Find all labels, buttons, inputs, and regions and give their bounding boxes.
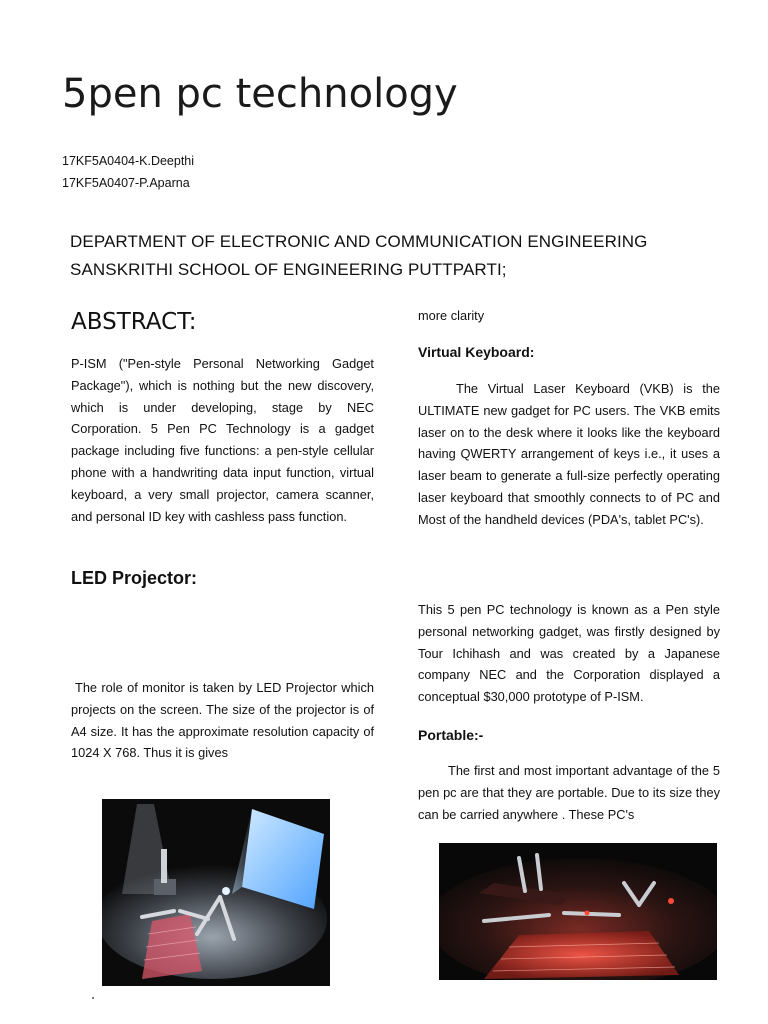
- department-line-2: SANSKRITHI SCHOOL OF ENGINEERING PUTTPARTI;: [70, 260, 507, 279]
- abstract-paragraph: P-ISM ("Pen-style Personal Networking Gadget Package"), which is nothing but the new discovery, which is under developing, stage by NEC Corporation. 5 Pen PC Technology is a gadget package including five functions: a pen-style cellular phone with a handwriting data input function, virtual keyboard, a very small projector, camera scanner, and personal ID key with cashless pass function.: [71, 356, 374, 524]
- projector-photo: [102, 799, 330, 986]
- page-title: 5pen pc technology: [62, 71, 458, 117]
- author-line-1: 17KF5A0404-K.Deepthi: [62, 154, 195, 168]
- led-projector-heading: LED Projector:: [71, 568, 198, 588]
- author-line-2: 17KF5A0407-P.Aparna: [62, 176, 190, 190]
- pen-pc-laser-keyboard-illustration: [439, 843, 717, 980]
- stray-mark: [92, 997, 94, 999]
- pen-pc-projector-illustration: [102, 799, 330, 986]
- virtual-keyboard-heading: Virtual Keyboard:: [418, 344, 535, 360]
- laser-keyboard-photo: [439, 843, 717, 980]
- pism-paragraph: This 5 pen PC technology is known as a Pen style personal networking gadget, was firstly designed by Tour Ichihash and was created by a Japanese company NEC and the Corporation displayed a conceptual $30,000 prototype of P-ISM.: [418, 602, 720, 705]
- portable-paragraph: The first and most important advantage of the 5 pen pc are that they are portable. Due to its size they can be carried anywhere . These PC's: [418, 763, 720, 822]
- virtual-keyboard-paragraph: The Virtual Laser Keyboard (VKB) is the ULTIMATE new gadget for PC users. The VKB emits laser on to the desk where it looks like the keyboard having QWERTY arrangement of keys i.e., it uses a laser beam to generate a full-size perfectly operating laser keyboard that smoothly connects to of PC and Most of the handheld devices (PDA's, tablet PC's).: [418, 381, 720, 527]
- portable-heading: Portable:-: [418, 727, 484, 743]
- department-line-1: DEPARTMENT OF ELECTRONIC AND COMMUNICATION ENGINEERING: [70, 232, 648, 251]
- continuation-text: more clarity: [418, 308, 485, 323]
- led-projector-paragraph: The role of monitor is taken by LED Projector which projects on the screen. The size of the projector is of A4 size. It has the approximate resolution capacity of 1024 X 768. Thus it is gives: [71, 680, 374, 761]
- abstract-heading: ABSTRACT:: [71, 309, 197, 335]
